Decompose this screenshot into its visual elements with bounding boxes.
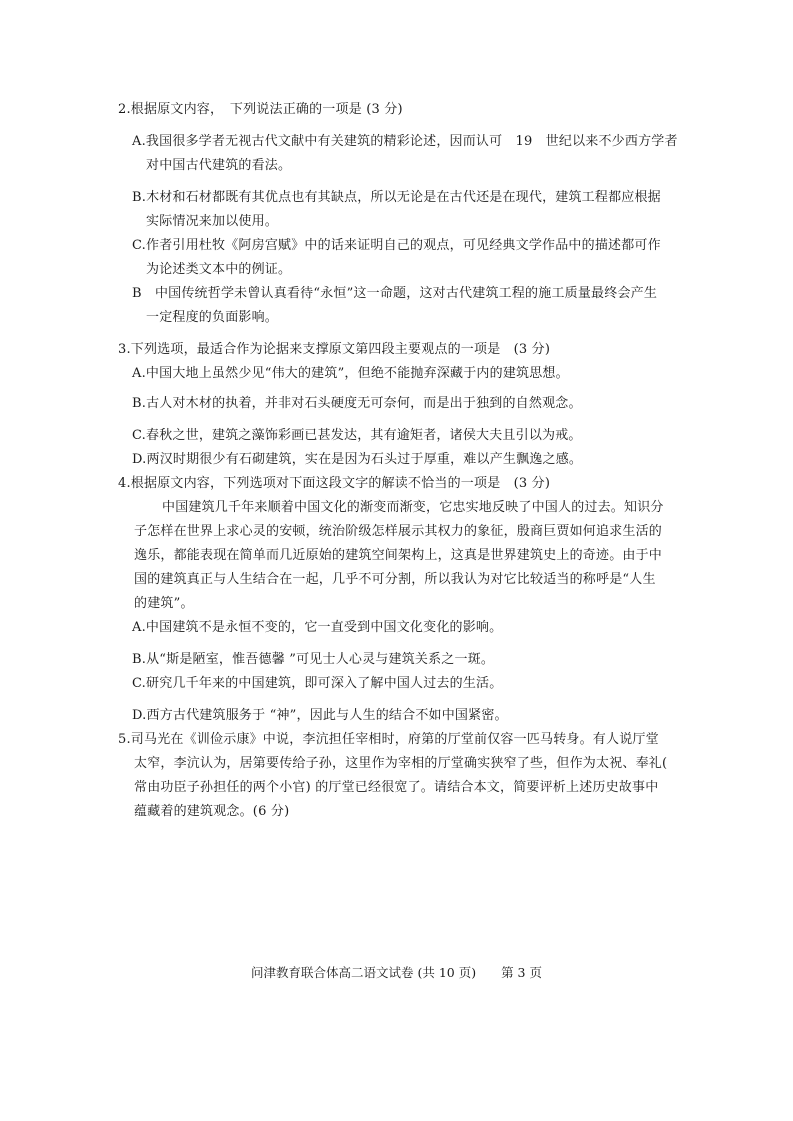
question-4-passage-line-3: 逸乐，都能表现在简单而几近原始的建筑空间架构上，这真是世界建筑史上的奇迹。由于中 bbox=[134, 548, 663, 563]
question-3-stem: 3.下列选项，最适合作为论据来支撑原文第四段主要观点的一项是 (3 分) bbox=[118, 342, 551, 357]
question-4-passage-line-5: 的建筑”。 bbox=[134, 596, 194, 611]
question-5-line-3: 常由功臣子孙担任的两个小官) 的厅堂已经很宽了。请结合本文，简要评析上述历史故事中 bbox=[134, 780, 659, 795]
question-2-option-d-line-2: 一定程度的负面影响。 bbox=[146, 310, 279, 325]
question-4-passage-line-1: 中国建筑几千年来顺着中国文化的渐变而渐变，它忠实地反映了中国人的过去。知识分 bbox=[162, 500, 664, 515]
question-2-option-c-line-2: 为论述类文本中的例证。 bbox=[146, 262, 292, 277]
question-3-option-d: D.两汉时期很少有石砌建筑，实在是因为石头过于厚重，难以产生飘逸之感。 bbox=[132, 452, 583, 467]
question-2-option-d-line-1: B 中国传统哲学未曾认真看待“永恒”这一命题，这对古代建筑工程的施工质量最终会产生 bbox=[132, 286, 658, 301]
question-2-option-a-line-2: 对中国古代建筑的看法。 bbox=[146, 158, 292, 173]
question-2-stem: 2.根据原文内容， 下列说法正确的一项是 (3 分) bbox=[118, 102, 403, 117]
question-3-option-a: A.中国大地上虽然少见“伟大的建筑”，但绝不能抛弃深藏于内的建筑思想。 bbox=[132, 366, 569, 381]
question-2-option-a-line-1: A.我国很多学者无视古代文献中有关建筑的精彩论述，因而认可 19 世纪以来不少西方学者 bbox=[132, 134, 678, 149]
question-3-option-c: C.春秋之世，建筑之藻饰彩画已甚发达，其有逾矩者，诸侯大夫且引以为戒。 bbox=[132, 428, 582, 443]
question-4-option-c: C.研究几千年来的中国建筑，即可深入了解中国人过去的生活。 bbox=[132, 676, 503, 691]
question-4-option-b: B.从“斯是陋室，惟吾德馨 ”可见士人心灵与建筑关系之一斑。 bbox=[132, 652, 495, 667]
question-5-line-2: 太窄，李沆认为，居第要传给子孙，这里作为宰相的厅堂确实狭窄了些，但作为太祝、奉礼( bbox=[134, 756, 668, 771]
question-2-option-c-line-1: C.作者引用杜牧《阿房宫赋》中的话来证明自己的观点，可见经典文学作品中的描述都可作 bbox=[132, 238, 661, 253]
question-4-stem: 4.根据原文内容，下列选项对下面这段文字的解读不恰当的一项是 (3 分) bbox=[118, 476, 551, 491]
question-4-passage-line-2: 子怎样在世界上求心灵的安顿，统治阶级怎样展示其权力的象征，殷商巨贾如何追求生活的 bbox=[134, 524, 663, 539]
question-4-passage-line-4: 国的建筑真正与人生结合在一起，几乎不可分割，所以我认为对它比较适当的称呼是“人生 bbox=[134, 572, 656, 587]
question-3-option-b: B.古人对木材的执着，并非对石头硬度无可奈何，而是出于独到的自然观念。 bbox=[132, 396, 582, 411]
question-5-line-1: 5.司马光在《训俭示康》中说，李沆担任宰相时，府第的厅堂前仅容一匹马转身。有人说厅堂 bbox=[118, 732, 659, 747]
question-5-line-4: 蕴藏着的建筑观念。(6 分) bbox=[134, 804, 290, 819]
question-2-option-b-line-2: 实际情况来加以使用。 bbox=[146, 214, 279, 229]
question-4-option-d: D.西方古代建筑服务于 “神”，因此与人生的结合不如中国紧密。 bbox=[132, 708, 508, 723]
question-2-option-b-line-1: B.木材和石材都既有其优点也有其缺点，所以无论是在古代还是在现代，建筑工程都应根据 bbox=[132, 190, 661, 205]
question-4-option-a: A.中国建筑不是永恒不变的，它一直受到中国文化变化的影响。 bbox=[132, 620, 503, 635]
page-footer: 问津教育联合体高二语文试卷 (共 10 页) 第 3 页 bbox=[251, 965, 542, 980]
